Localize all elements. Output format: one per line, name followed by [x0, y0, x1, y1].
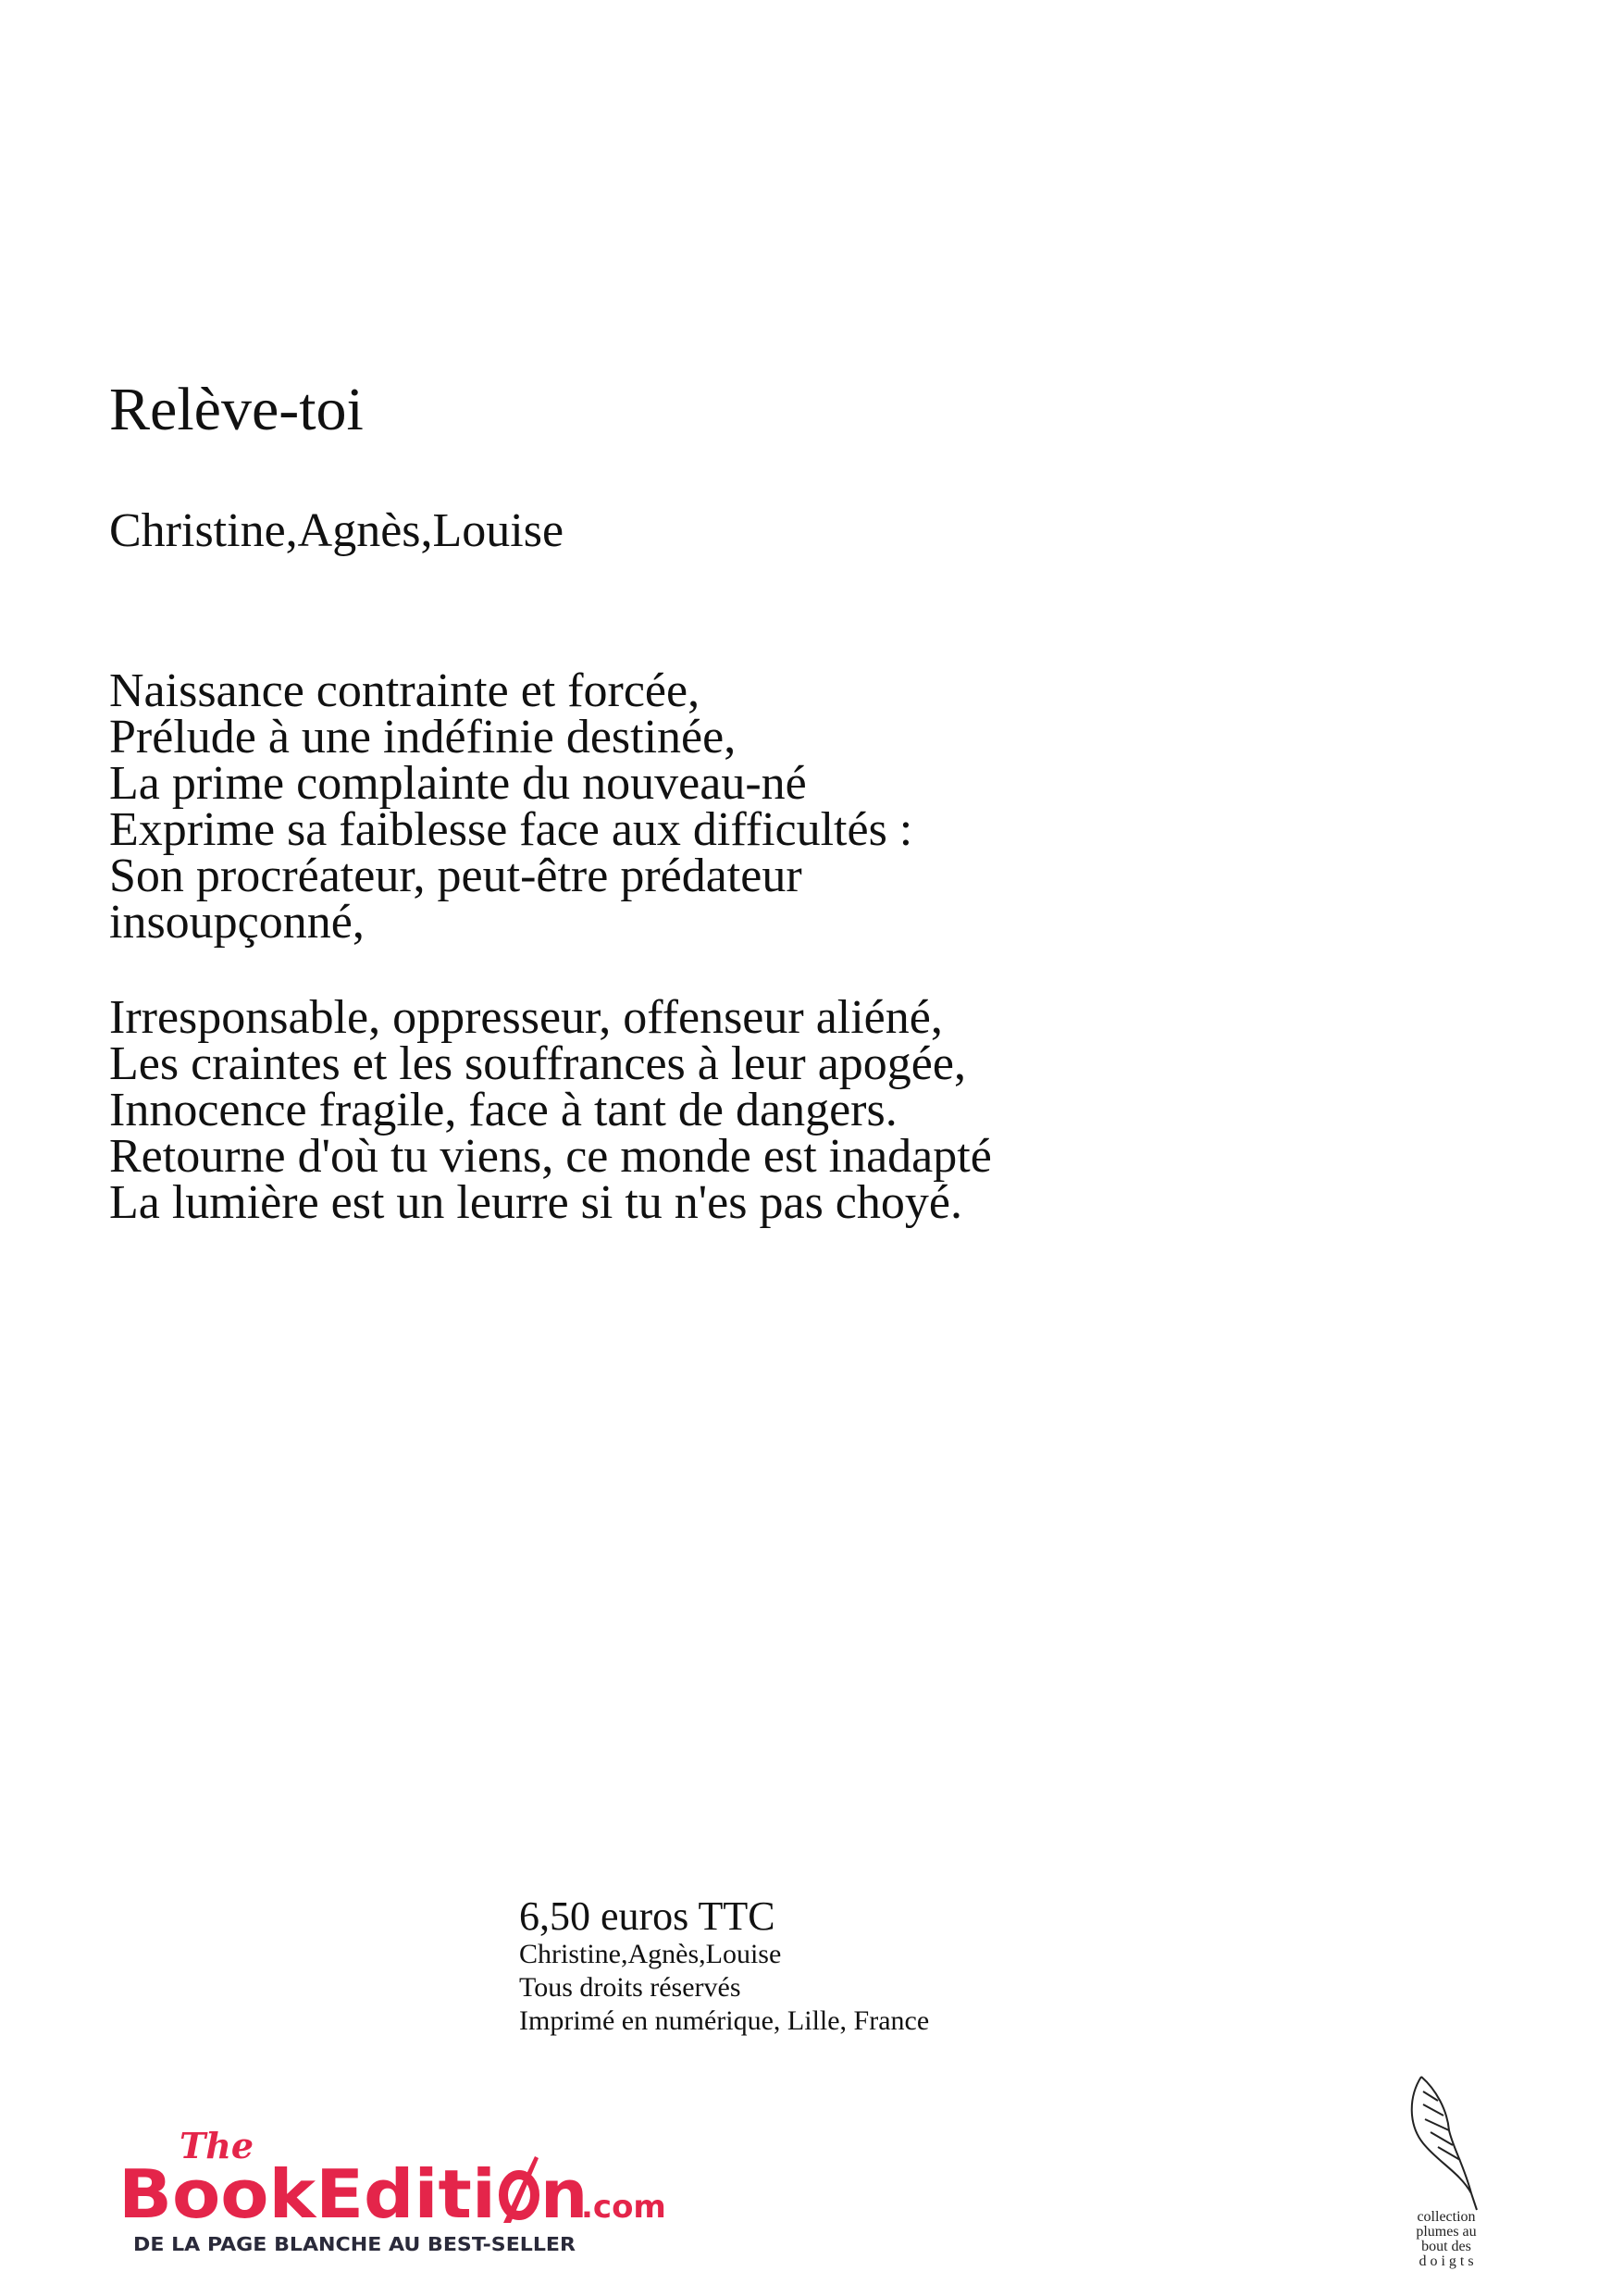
poem-line: Retourne d'où tu viens, ce monde est inadapté [109, 1130, 992, 1183]
colophon [519, 1895, 929, 2038]
collection-line: d o i g t s [1419, 2253, 1474, 2269]
poem-line: Exprime sa faiblesse face aux difficultés : [109, 803, 913, 856]
poem-line: insoupçonné, [109, 896, 365, 949]
poem-line: Les craintes et les souffrances à leur apogée, [109, 1037, 966, 1090]
logo-name-part1: BookEditi [118, 2155, 496, 2233]
logo-the-text: The [180, 2125, 254, 2166]
publisher-logo [118, 2119, 664, 2258]
poem-line: La prime complainte du nouveau-né [109, 757, 807, 810]
collection-line: plumes au [1416, 2224, 1477, 2240]
poem-line: Irresponsable, oppresseur, offenseur aliéné, [109, 991, 943, 1044]
poem-line: Innocence fragile, face à tant de dangers. [109, 1084, 898, 1136]
collection-line: bout des [1421, 2239, 1471, 2254]
logo-domain: .com [581, 2189, 666, 2226]
collection-line: collection [1417, 2209, 1476, 2225]
price-label: 6,50 euros TTC [519, 1893, 775, 1939]
poem-line: La lumière est un leurre si tu n'es pas choyé. [109, 1176, 962, 1229]
collection-logo [1395, 2073, 1497, 2269]
rights-notice: Tous droits réservés [519, 1972, 741, 2003]
print-notice: Imprimé en numérique, Lille, France [519, 2005, 930, 2036]
book-author: Christine,Agnès,Louise [109, 504, 564, 557]
poem-line: Prélude à une indéfinie destinée, [109, 711, 737, 763]
poem-stanza-2 [109, 991, 992, 1229]
logo-name-part2: n [540, 2155, 588, 2233]
quill-o-icon [503, 2156, 539, 2223]
book-title: Relève-toi [109, 376, 364, 443]
poem-line: Naissance contrainte et forcée, [109, 664, 700, 717]
poem-line: Son procréateur, peut-être prédateur [109, 850, 802, 902]
colophon-author: Christine,Agnès,Louise [519, 1939, 782, 1969]
feather-icon [1412, 2077, 1477, 2210]
logo-tagline: DE LA PAGE BLANCHE AU BEST-SELLER [133, 2233, 576, 2255]
poem-stanza-1 [109, 664, 913, 949]
